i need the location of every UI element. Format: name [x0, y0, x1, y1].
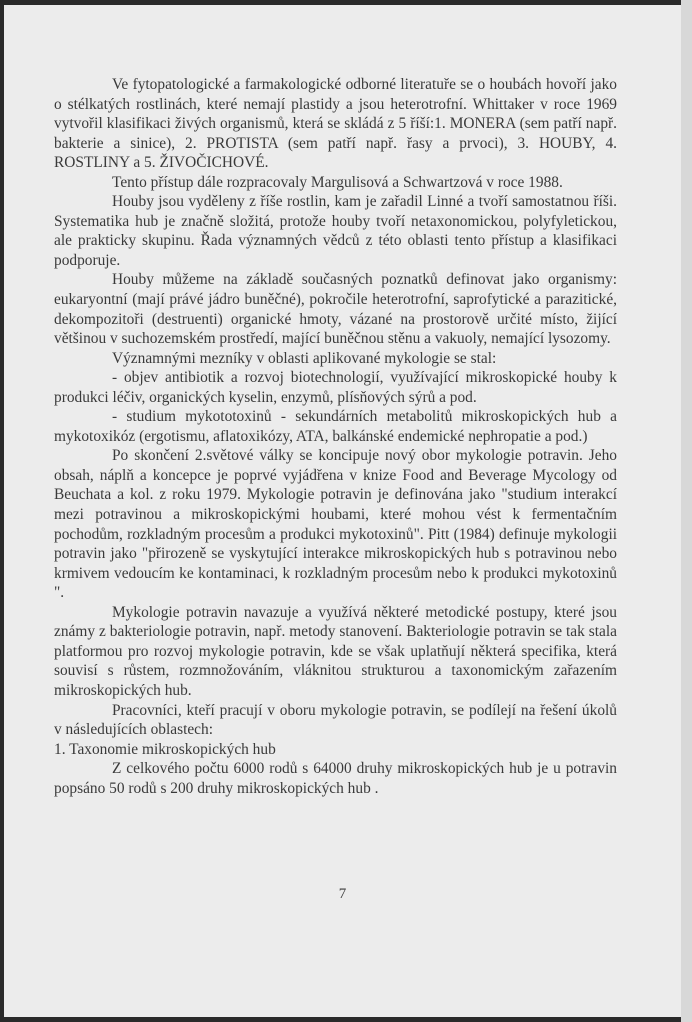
- paragraph-food-mycology: Po skončení 2.světové války se koncipuje nový obor mykologie potravin. Jeho obsah, náplň a koncepce je poprvé vyjádřena v knize Food and Beverage Mycology od Beuchata a kol. z roku 1979. Mykologie potravin je definována jako "studium interakcí mezi potravinou a mikroskopickými houbami, které mohou vést k fermentačním pochodům, rozkladným procesům a produkci mykotoxinů". Pitt (1984) definuje mykologii potravin jako "přirozeně se vyskytující interakce mikroskopických hub s potravinou nebo krmivem vedoucím ke kontaminaci, k rozkladným procesům nebo k produkci mykotoxinů ".: [54, 447, 617, 602]
- paragraph-definition: Houby můžeme na základě současných poznatků definovat jako organismy: eukaryontní (mají právé jádro buněčné), pokročile heterotrofní, saprofytické a parazitické, dekompozitoři (destruenti) organické hmoty, vázané na prostorově určité místo, žijící většinou v suchozemském prostředí, mající buněčnou stěnu a vakuoly, nemající lysozomy.: [54, 271, 617, 348]
- paragraph-milestones: Významnými mezníky v oblasti aplikované mykologie se stal:: [112, 349, 497, 367]
- milestone-item: - objev antibiotik a rozvoj biotechnologií, využívající mikroskopické houby k produkci léčiv, organických kyselin, enzymů, plísňových sýrů a pod.: [54, 369, 617, 406]
- document-page: [4, 5, 681, 1017]
- page-number: 7: [338, 886, 347, 902]
- paragraph-margulis: Tento přístup dále rozpracovaly Margulisová a Schwartzová v roce 1988.: [112, 173, 563, 191]
- body-text: [54, 75, 617, 798]
- milestone-item: - studium mykototoxinů - sekundárních metabolitů mikroskopických hub a mykotoxikóz (ergotismu, aflatoxikózy, ATA, balkánské endemické nephropatie a pod.): [54, 408, 617, 445]
- paragraph-intro: Ve fytopatologické a farmakologické odborné literatuře se o houbách hovoří jako o stélkatých rostlinách, které nemají plastidy a jsou heterotrofní. Whittaker v roce 1969 vytvořil klasifikaci živých organismů, která se skládá z 5 říší:1. MONERA (sem patří např. bakterie a sinice), 2. PROTISTA (sem patří např. řasy a prvoci), 3. HOUBY, 4. ROSTLINY a 5. ŽIVOČICHOVÉ.: [54, 76, 617, 172]
- paragraph-workers: Pracovníci, kteří pracují v oboru mykologie potravin, se podílejí na řešení úkolů v následujících oblastech:: [54, 701, 617, 739]
- paragraph-kingdom: Houby jsou vyděleny z říše rostlin, kam je zařadil Linné a tvoří samostatnou říši. Systematika hub je značně složitá, protože houby tvoří netaxonomickou, polyfyletickou, ale prakticky skupinu. Řada významných vědců z této oblasti tento přístup a klasifikaci podporuje.: [54, 193, 617, 269]
- paragraph-bacteriology: Mykologie potravin navazuje a využívá některé metodické postupy, které jsou známy z bakteriologie potravin, např. metody stanovení. Bakteriologie potravin se tak stala platformou pro rozvoj mykologie potravin, kde se však uplatňují některá specifika, která souvisí s růstem, rozmnožováním, vláknitou strukturou a taxonomickým zařazením mikroskopických hub.: [54, 603, 617, 699]
- page-edge: [681, 0, 692, 1022]
- section-heading: 1. Taxonomie mikroskopických hub: [54, 740, 276, 758]
- paragraph-taxonomy: Z celkového počtu 6000 rodů s 64000 druhy mikroskopických hub je u potravin popsáno 50 rodů s 200 druhy mikroskopických hub .: [54, 760, 617, 797]
